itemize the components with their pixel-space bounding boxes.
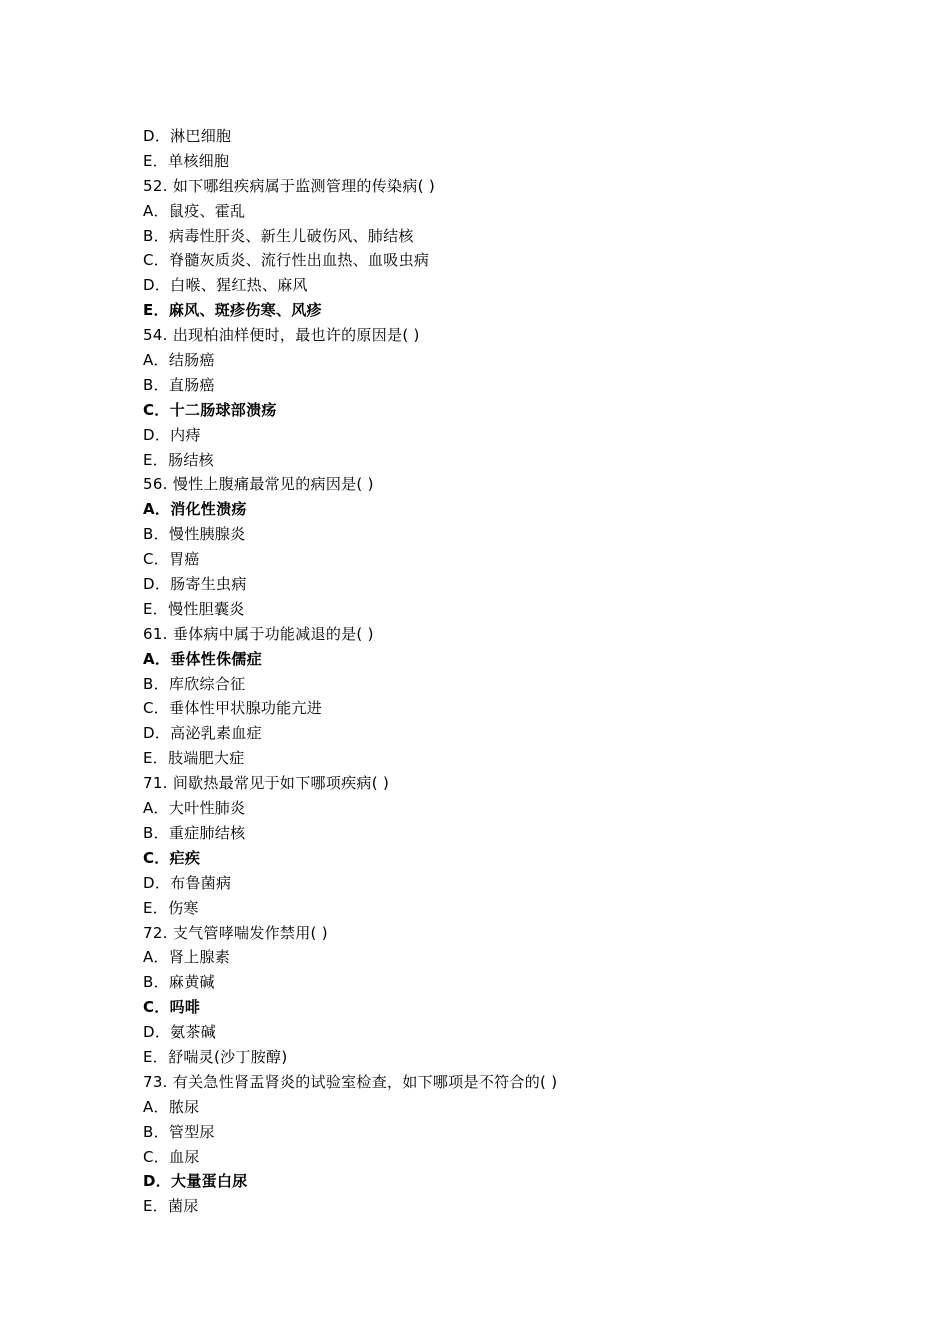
answer-option: E．单核细胞 xyxy=(143,151,230,170)
answer-option-correct: C．疟疾 xyxy=(143,848,201,867)
answer-option: C．垂体性甲状腺功能亢进 xyxy=(143,699,323,718)
answer-option: E．伤寒 xyxy=(143,898,199,917)
document-body xyxy=(143,124,823,1219)
question-line: 52. 如下哪组疾病属于监测管理的传染病( ) xyxy=(143,176,435,195)
answer-option: A．脓尿 xyxy=(143,1097,200,1116)
answer-option-correct: C．十二肠球部溃疡 xyxy=(143,400,277,419)
answer-option: C．脊髓灰质炎、流行性出血热、血吸虫病 xyxy=(143,251,430,270)
answer-option: A．结肠癌 xyxy=(143,351,215,370)
question-line: 73. 有关急性肾盂肾炎的试验室检查，如下哪项是不符合的( ) xyxy=(143,1072,558,1091)
answer-option: A．肾上腺素 xyxy=(143,948,231,967)
answer-option: D．氨茶碱 xyxy=(143,1023,217,1042)
answer-option: D．肠寄生虫病 xyxy=(143,575,247,594)
question-line: 72. 支气管哮喘发作禁用( ) xyxy=(143,923,328,942)
answer-option: D．内痔 xyxy=(143,425,201,444)
answer-option-correct: A．消化性溃疡 xyxy=(143,500,247,519)
question-line: 71. 间歇热最常见于如下哪项疾病( ) xyxy=(143,774,390,793)
answer-option: D．高泌乳素血症 xyxy=(143,724,262,743)
answer-option: B．管型尿 xyxy=(143,1122,215,1141)
answer-option: A．大叶性肺炎 xyxy=(143,799,246,818)
answer-option: E．肢端肥大症 xyxy=(143,749,245,768)
answer-option-correct: C．吗啡 xyxy=(143,998,201,1017)
answer-option: E．舒喘灵(沙丁胺醇) xyxy=(143,1047,288,1066)
answer-option: D．白喉、猩红热、麻风 xyxy=(143,276,308,295)
answer-option: E．慢性胆囊炎 xyxy=(143,599,245,618)
answer-option: B．库欣综合征 xyxy=(143,674,246,693)
answer-option: E．菌尿 xyxy=(143,1197,199,1216)
answer-option-correct: D．大量蛋白尿 xyxy=(143,1172,248,1191)
answer-option: A．鼠疫、霍乱 xyxy=(143,201,246,220)
answer-option: B．直肠癌 xyxy=(143,375,215,394)
question-line: 54. 出现柏油样便时，最也许的原因是( ) xyxy=(143,326,420,345)
answer-option-correct: E．麻风、斑疹伤寒、风疹 xyxy=(143,301,322,320)
answer-option: D．布鲁菌病 xyxy=(143,873,232,892)
answer-option: D．淋巴细胞 xyxy=(143,127,232,145)
answer-option: C．血尿 xyxy=(143,1147,200,1166)
answer-option: B．麻黄碱 xyxy=(143,973,215,992)
answer-option: B．慢性胰腺炎 xyxy=(143,525,246,544)
answer-option: C．胃癌 xyxy=(143,550,200,569)
question-line: 61. 垂体病中属于功能减退的是( ) xyxy=(143,624,374,643)
answer-option: E．肠结核 xyxy=(143,450,214,469)
question-line: 56. 慢性上腹痛最常见的病因是( ) xyxy=(143,475,374,494)
answer-option: B．重症肺结核 xyxy=(143,823,246,842)
answer-option: B．病毒性肝炎、新生儿破伤风、肺结核 xyxy=(143,226,414,245)
answer-option-correct: A．垂体性侏儒症 xyxy=(143,649,263,668)
